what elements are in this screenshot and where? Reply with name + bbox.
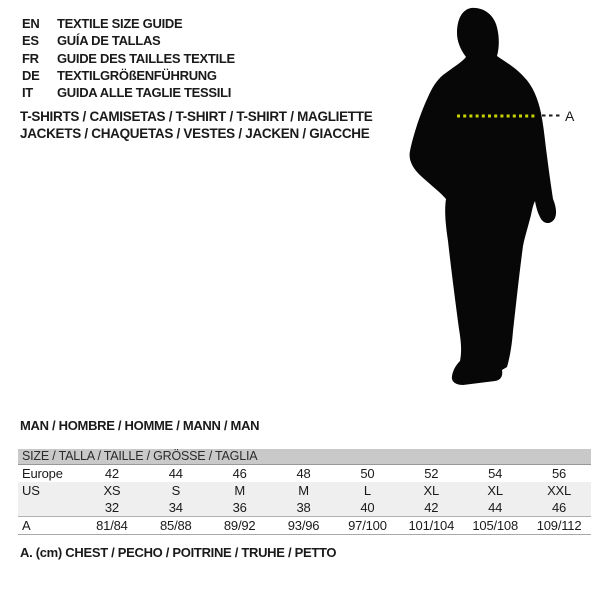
chest-footnote: A. (cm) CHEST / PECHO / POITRINE / TRUHE / PETTO: [20, 545, 337, 560]
table-cell: M: [234, 483, 245, 498]
table-cell: 44: [488, 500, 503, 515]
table-cell: 38: [296, 500, 311, 515]
table-cell: 85/88: [160, 518, 192, 533]
table-cell: 52: [424, 466, 439, 481]
language-label: GUÍA DE TALLAS: [57, 33, 161, 49]
table-row-us: [18, 482, 591, 499]
language-label: GUIDE DES TAILLES TEXTILE: [57, 50, 235, 66]
measure-label-a: A: [565, 108, 575, 124]
table-row-chest-a: [18, 517, 591, 535]
row-label: Europe: [22, 466, 63, 481]
table-cell: S: [171, 483, 181, 498]
table-cell: L: [363, 483, 371, 498]
table-cell: 101/104: [408, 518, 455, 533]
size-table-header: SIZE / TALLA / TAILLE / GRÖSSE / TAGLIA: [18, 449, 591, 465]
table-cell: XXL: [547, 483, 572, 498]
category-line-tshirts: T-SHIRTS / CAMISETAS / T-SHIRT / T-SHIRT / MAGLIETTE: [20, 109, 373, 124]
table-cell: 40: [360, 500, 375, 515]
table-row-numeric: [18, 499, 591, 517]
language-label: GUIDA ALLE TAGLIE TESSILI: [57, 85, 232, 101]
section-title-man: MAN / HOMBRE / HOMME / MANN / MAN: [20, 418, 260, 433]
language-code: DE: [22, 67, 40, 83]
language-code: ES: [22, 33, 39, 49]
table-cell: 34: [168, 500, 183, 515]
table-cell: 97/100: [348, 518, 387, 533]
table-row-europe: [18, 465, 591, 482]
table-cell: 42: [104, 466, 119, 481]
category-line-jackets: JACKETS / CHAQUETAS / VESTES / JACKEN / GIACCHE: [20, 126, 370, 141]
language-code: EN: [22, 16, 40, 31]
table-cell: 105/108: [472, 518, 518, 533]
table-cell: 36: [232, 500, 247, 515]
man-silhouette: [410, 8, 556, 385]
row-label: A: [22, 518, 31, 533]
table-cell: 54: [488, 466, 503, 481]
table-cell: 32: [104, 500, 119, 515]
language-label: TEXTILE SIZE GUIDE: [57, 16, 183, 31]
table-cell: 89/92: [223, 518, 256, 533]
language-code: IT: [22, 85, 33, 101]
table-cell: 93/96: [287, 518, 320, 533]
table-cell: 109/112: [536, 518, 582, 533]
size-table: [18, 449, 591, 535]
table-cell: 46: [552, 500, 567, 515]
table-cell: 56: [552, 466, 567, 481]
table-cell: 50: [360, 466, 375, 481]
table-cell: XL: [487, 483, 503, 498]
row-label: US: [22, 483, 40, 498]
table-cell: XL: [423, 483, 440, 498]
table-cell: M: [298, 483, 309, 498]
table-cell: XS: [103, 483, 121, 498]
language-label: TEXTILGRÖßENFÜHRUNG: [57, 67, 217, 83]
table-cell: 46: [232, 466, 247, 481]
table-cell: 42: [424, 500, 439, 515]
table-cell: 44: [168, 466, 183, 481]
table-cell: 81/84: [96, 518, 128, 533]
language-code: FR: [22, 50, 39, 66]
table-cell: 48: [296, 466, 311, 481]
